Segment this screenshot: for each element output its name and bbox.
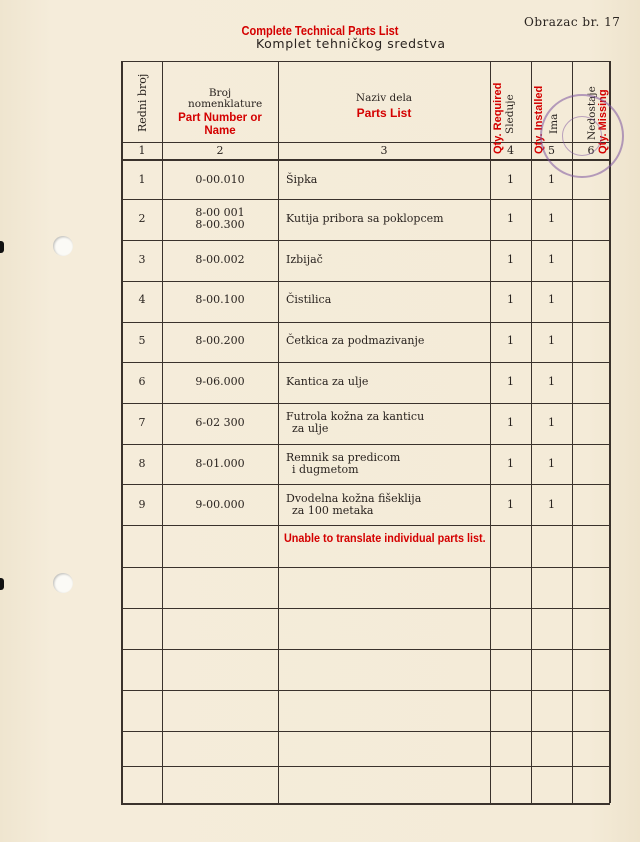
part-name-line: Četkica za podmazivanje: [286, 334, 425, 347]
translation-note: Unable to translate individual parts list.: [284, 531, 486, 545]
part-name-6: [278, 362, 490, 402]
row-number-8: 8: [138, 457, 146, 470]
qty-required-7: 1: [507, 416, 514, 429]
col-header-part-number-translation: Part Number or Name: [178, 112, 262, 137]
col-header-part-name: [279, 93, 489, 119]
part-number-line: 8-00 001: [195, 206, 245, 219]
part-number-1: [162, 160, 278, 200]
part-name-3: [278, 240, 490, 280]
part-name-line: Šipka: [286, 173, 318, 186]
part-number-line: 8-00.002: [195, 253, 245, 266]
col-number-6: 6: [587, 144, 595, 157]
qty-installed-7: 1: [548, 416, 555, 429]
col-header-part-number: [162, 88, 278, 138]
row-divider-11: [121, 649, 610, 650]
punch-hole-bottom: [53, 573, 73, 593]
part-name-line: Remnik sa predicom: [286, 451, 401, 464]
qty-installed-8: 1: [548, 457, 555, 470]
part-name-5: [278, 321, 490, 361]
part-number-7: [162, 403, 278, 443]
part-name-7: [278, 403, 490, 443]
edge-mark-top: [0, 241, 4, 253]
qty-missing-7: [572, 403, 610, 443]
qty-required-3: 1: [507, 253, 514, 266]
col-header-part-number-text: Broj nomenklature: [188, 87, 263, 110]
qty-installed-2: 1: [548, 212, 555, 225]
part-number-9: [162, 485, 278, 525]
row-number-3: 3: [138, 253, 146, 266]
col-number-1: 1: [138, 144, 146, 157]
part-number-line: 9-06.000: [195, 375, 245, 388]
qty-required-4: 1: [507, 293, 514, 306]
col-number-4: 4: [507, 144, 514, 157]
table-border-bottom: [121, 803, 610, 805]
part-number-line: 6-02 300: [195, 416, 245, 429]
qty-installed-6: 1: [548, 375, 555, 388]
part-name-line: Izbijač: [286, 253, 323, 266]
edge-mark-bottom: [0, 578, 4, 590]
qty-missing-9: [572, 485, 610, 525]
page-title: Komplet tehničkog sredstva: [256, 36, 446, 51]
part-number-line: 8-00.300: [195, 218, 245, 231]
row-number-1: 1: [138, 173, 146, 186]
qty-installed-4: 1: [548, 293, 555, 306]
form-number: Obrazac br. 17: [524, 15, 621, 29]
part-name-line: Kantica za ulje: [286, 375, 369, 388]
qty-required-5: 1: [507, 334, 514, 347]
col-header-qty-required-translation: Qty. Required: [492, 82, 504, 154]
part-number-6: [162, 362, 278, 402]
col-header-qty-required: Sleduje: [504, 94, 516, 134]
qty-missing-8: [572, 444, 610, 484]
row-number-2: 2: [138, 212, 146, 225]
row-divider-13: [121, 731, 610, 732]
qty-installed-3: 1: [548, 253, 555, 266]
row-divider-9: [121, 567, 610, 568]
row-divider-10: [121, 608, 610, 609]
qty-missing-6: [572, 362, 610, 402]
row-number-4: 4: [138, 293, 146, 306]
qty-installed-1: 1: [548, 173, 555, 186]
part-number-line: 9-00.000: [195, 498, 245, 511]
qty-installed-9: 1: [548, 498, 555, 511]
qty-missing-5: [572, 321, 610, 361]
row-divider-12: [121, 690, 610, 691]
qty-required-6: 1: [507, 375, 514, 388]
col-header-qty-installed-translation: Qty. Installed: [533, 85, 545, 154]
col-header-qty-missing-translation: Qty. Missing: [597, 89, 609, 154]
part-name-4: [278, 280, 490, 320]
qty-missing-3: [572, 240, 610, 280]
title-translation: Complete Technical Parts List: [241, 23, 399, 38]
col-header-qty-missing: Nedostaje: [586, 86, 598, 140]
punch-hole-top: [53, 236, 73, 256]
part-number-4: [162, 280, 278, 320]
part-number-line: 8-00.200: [195, 334, 245, 347]
qty-missing-4: [572, 280, 610, 320]
part-name-1: [278, 160, 490, 200]
part-name-line: Čistilica: [286, 293, 332, 306]
part-name-8: [278, 444, 490, 484]
qty-missing-2: [572, 199, 610, 239]
qty-installed-5: 1: [548, 334, 555, 347]
part-name-line: Dvodelna kožna fišeklija: [286, 492, 422, 505]
part-name-2: [278, 199, 490, 239]
col-header-part-name-text: Naziv dela: [355, 92, 413, 104]
official-stamp: [540, 94, 624, 178]
part-name-line: i dugmetom: [292, 463, 359, 476]
col-number-5: 5: [548, 144, 555, 157]
part-number-5: [162, 321, 278, 361]
qty-required-2: 1: [507, 212, 514, 225]
row-number-9: 9: [138, 498, 146, 511]
part-name-9: [278, 485, 490, 525]
col-number-3: 3: [380, 144, 388, 157]
row-number-7: 7: [138, 416, 146, 429]
part-name-line: za 100 metaka: [292, 504, 374, 517]
qty-required-1: 1: [507, 173, 514, 186]
part-name-line: Futrola kožna za kanticu: [286, 410, 425, 423]
table-border-top: [121, 61, 610, 62]
stamp-inner-ring: [562, 116, 602, 156]
col-header-part-name-translation: Parts List: [356, 106, 412, 120]
row-number-6: 6: [138, 375, 146, 388]
row-divider-8: [121, 525, 610, 526]
col-header-serial-number: Redni broj: [136, 73, 149, 132]
row-divider-14: [121, 766, 610, 767]
row-number-5: 5: [138, 334, 146, 347]
part-number-2: [162, 199, 278, 239]
part-number-line: 0-00.010: [195, 173, 245, 186]
part-number-line: 8-00.100: [195, 293, 245, 306]
part-number-8: [162, 444, 278, 484]
part-number-line: 8-01.000: [195, 457, 245, 470]
col-number-2: 2: [216, 144, 224, 157]
part-name-line: za ulje: [292, 422, 329, 435]
part-number-3: [162, 240, 278, 280]
part-name-line: Kutija pribora sa poklopcem: [286, 212, 444, 225]
col-header-qty-installed: Ima: [548, 113, 560, 134]
qty-required-9: 1: [507, 498, 514, 511]
qty-required-8: 1: [507, 457, 514, 470]
